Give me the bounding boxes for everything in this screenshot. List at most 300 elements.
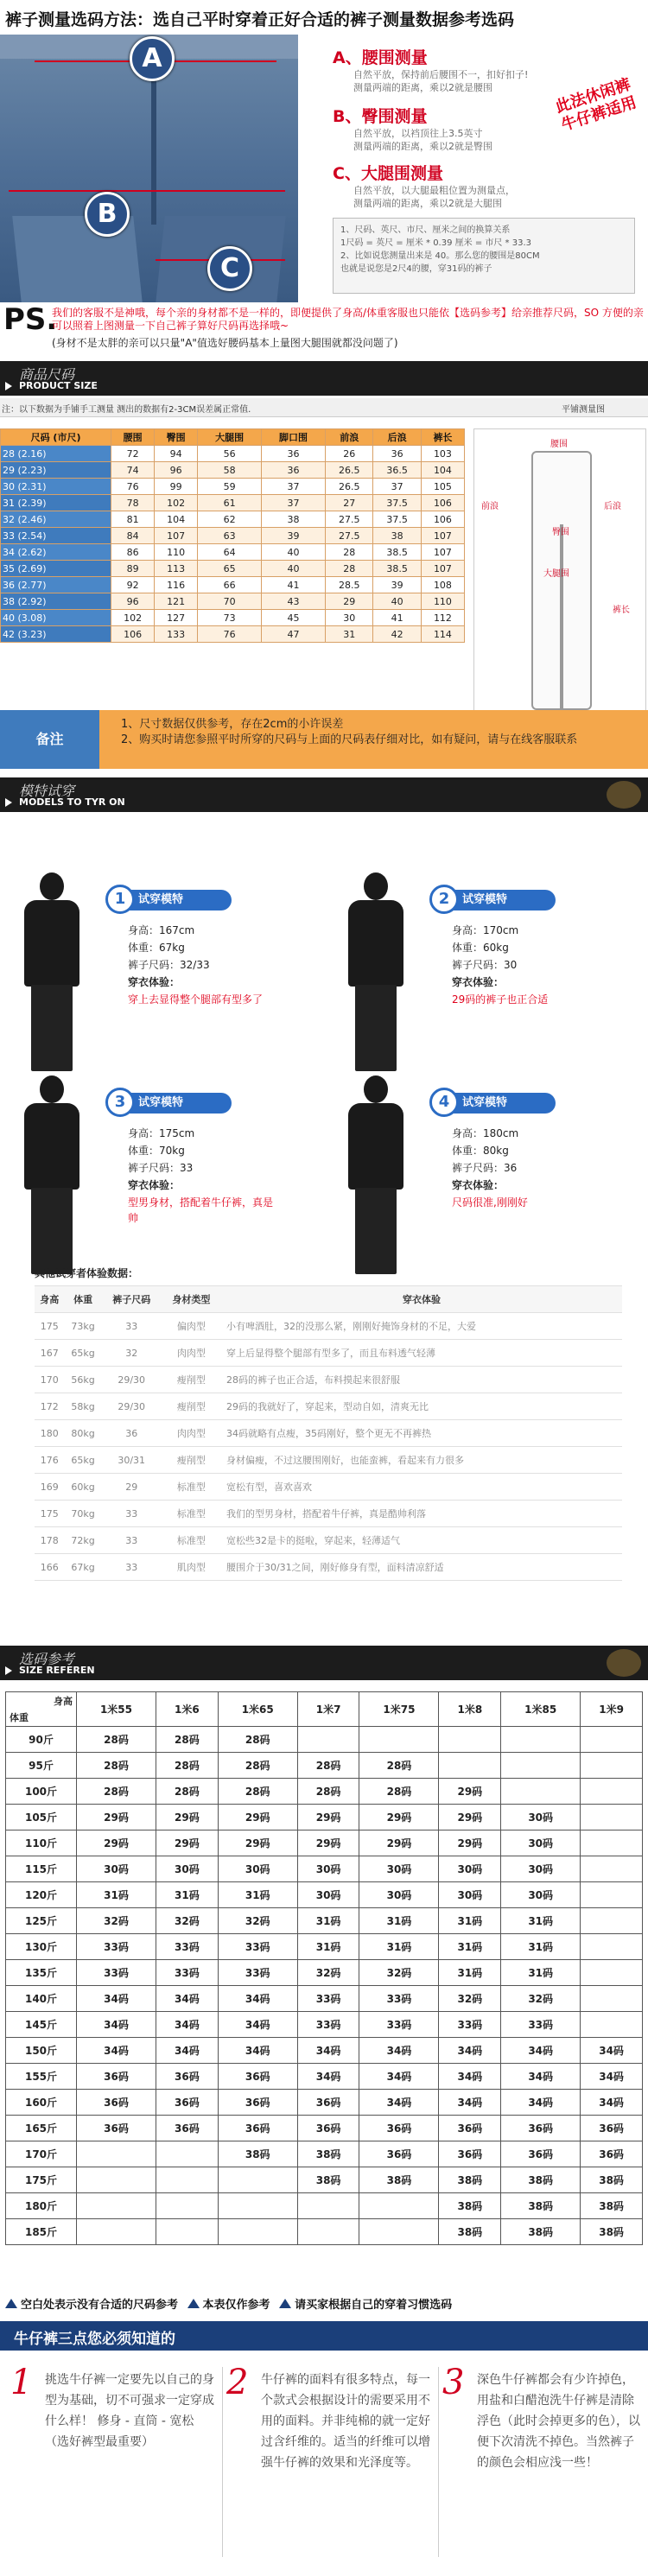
size-suggest-cell: 36码 (77, 2064, 156, 2090)
feedback-cell: 30/31 (102, 1447, 162, 1474)
tip-3: 请买家根据自己的穿着习惯选码 (295, 2299, 453, 2312)
size-table-row (1, 561, 465, 577)
weight-label-cell: 140斤 (6, 1986, 77, 2012)
model-experience: 型男身材，搭配着牛仔裤，真是帅 (128, 1196, 274, 1224)
size-suggest-cell: 38码 (501, 2167, 581, 2193)
feedback-cell: 70kg (65, 1501, 102, 1527)
weight-row (6, 2193, 643, 2219)
size-suggest-cell (218, 2167, 297, 2193)
size-suggest-cell: 28码 (359, 1779, 439, 1805)
size-value-cell: 59 (198, 479, 262, 495)
triangle-icon (5, 2299, 17, 2308)
weight-row (6, 2167, 643, 2193)
size-value-cell: 112 (421, 610, 464, 626)
size-suggest-cell: 30码 (359, 1882, 439, 1908)
size-suggest-cell: 34码 (156, 2038, 218, 2064)
feedback-cell: 小有啤酒肚，32的没那么紧，刚刚好掩饰身材的不足，大爱 (221, 1313, 622, 1340)
point-2 (226, 2363, 434, 2570)
size-suggest-cell (439, 1727, 501, 1753)
size-value-cell: 45 (262, 610, 326, 626)
model-number: 1 (105, 885, 135, 914)
model-badge-title: 试穿模特 (462, 1096, 508, 1109)
size-suggest-cell: 34码 (218, 2012, 297, 2038)
conversion-line-2: 1尺码 = 英尺 = 厘米 * 0.39 厘米 = 市尺 * 33.3 (340, 238, 531, 248)
feedback-cell: 标准型 (162, 1501, 221, 1527)
size-table-head: 前浪 (325, 429, 372, 446)
size-value-cell: 43 (262, 593, 326, 610)
weight-label-cell: 120斤 (6, 1882, 77, 1908)
size-value-cell: 78 (111, 495, 155, 511)
pants-inseam-line (560, 524, 563, 710)
size-suggest-cell: 38码 (297, 2141, 359, 2167)
model-badge (435, 890, 556, 910)
feedback-cell: 33 (102, 1554, 162, 1581)
feedback-row (35, 1393, 622, 1420)
size-value-cell: 94 (155, 446, 198, 462)
size-suggest-cell: 34码 (501, 2090, 581, 2116)
size-value-cell: 96 (155, 462, 198, 479)
feedback-cell: 瘦削型 (162, 1367, 221, 1393)
size-value-cell: 37.5 (373, 495, 421, 511)
size-suggest-cell: 36码 (501, 2116, 581, 2141)
section-product-size (0, 361, 648, 396)
size-suggest-cell: 32码 (297, 1960, 359, 1986)
section-size-ref (0, 1646, 648, 1680)
size-suggest-cell: 36码 (581, 2116, 643, 2141)
size-suggest-cell: 29码 (359, 1805, 439, 1830)
feedback-cell: 36 (102, 1420, 162, 1447)
feedback-row (35, 1527, 622, 1554)
height-column-head: 1米7 (297, 1692, 359, 1727)
size-suggest-cell: 34码 (359, 2038, 439, 2064)
size-value-cell: 27.5 (325, 528, 372, 544)
weight-label-cell: 95斤 (6, 1753, 77, 1779)
weight-label-cell: 115斤 (6, 1856, 77, 1882)
size-value-cell: 76 (111, 479, 155, 495)
feedback-table (35, 1285, 622, 1581)
size-value-cell: 72 (111, 446, 155, 462)
size-suggest-cell: 36码 (439, 2141, 501, 2167)
size-value-cell: 27.5 (325, 511, 372, 528)
weight-row (6, 1805, 643, 1830)
size-value-cell: 64 (198, 544, 262, 561)
page-title: 裤子测量选码方法：选自己平时穿着正好合适的裤子测量数据参考选码 (0, 0, 648, 38)
size-table-row (1, 462, 465, 479)
model-head (40, 1075, 64, 1103)
size-label-cell: 35 (2.69) (1, 561, 111, 577)
size-value-cell: 27 (325, 495, 372, 511)
model-weight: 体重：80kg (452, 1145, 509, 1157)
size-suggest-cell: 30码 (297, 1882, 359, 1908)
size-value-cell: 70 (198, 593, 262, 610)
weight-row (6, 1934, 643, 1960)
model-experience: 穿上去显得整个腿部有型多了 (128, 993, 264, 1006)
size-suggest-cell: 29码 (297, 1830, 359, 1856)
model-silhouette-icon (9, 872, 95, 1071)
size-suggest-cell (156, 2141, 218, 2167)
size-value-cell: 63 (198, 528, 262, 544)
size-suggest-cell: 32码 (439, 1986, 501, 2012)
size-value-cell: 56 (198, 446, 262, 462)
weight-label-cell: 90斤 (6, 1727, 77, 1753)
model-silhouette-icon (9, 1075, 95, 1274)
conversion-line-3: 2、比如说您测量出来是 40。那么您的腰围是80CM (340, 251, 540, 261)
size-value-cell: 96 (111, 593, 155, 610)
size-suggest-cell: 30码 (501, 1882, 581, 1908)
size-suggest-cell: 30码 (439, 1882, 501, 1908)
size-suggest-cell: 36码 (297, 2116, 359, 2141)
size-suggest-cell: 34码 (77, 1986, 156, 2012)
size-suggest-cell: 32码 (501, 1986, 581, 2012)
size-table-row (1, 593, 465, 610)
size-value-cell: 28 (325, 544, 372, 561)
size-suggest-cell: 38码 (297, 2167, 359, 2193)
size-value-cell: 38 (373, 528, 421, 544)
weight-label-cell: 100斤 (6, 1779, 77, 1805)
size-value-cell: 31 (325, 626, 372, 643)
size-suggest-cell: 29码 (439, 1830, 501, 1856)
measure-hip-title: B、臀围测量 (333, 107, 428, 126)
size-suggest-cell: 33码 (77, 1934, 156, 1960)
weight-label-cell: 160斤 (6, 2090, 77, 2116)
model-badge-title: 试穿模特 (138, 1096, 184, 1109)
model-experience: 29码的裤子也正合适 (452, 993, 549, 1006)
height-column-head: 1米75 (359, 1692, 439, 1727)
size-value-cell: 110 (421, 593, 464, 610)
feedback-cell: 65kg (65, 1340, 102, 1367)
size-value-cell: 38.5 (373, 544, 421, 561)
size-suggest-cell: 30码 (77, 1856, 156, 1882)
size-suggest-cell: 31码 (501, 1960, 581, 1986)
model-head (40, 872, 64, 900)
size-value-cell: 105 (421, 479, 464, 495)
model-height: 身高：170cm (452, 924, 519, 936)
size-suggest-cell: 29码 (218, 1830, 297, 1856)
size-suggest-cell: 38码 (581, 2219, 643, 2245)
hip-line (9, 190, 285, 192)
size-value-cell: 40 (373, 593, 421, 610)
model-silhouette-icon (333, 1075, 419, 1274)
point-3 (442, 2363, 646, 2570)
size-suggest-cell (581, 1986, 643, 2012)
weight-label-cell: 105斤 (6, 1805, 77, 1830)
weight-row (6, 1986, 643, 2012)
model-legs (355, 985, 397, 1071)
size-suggest-cell: 34码 (501, 2064, 581, 2090)
horse-logo-icon (607, 781, 641, 809)
size-value-cell: 133 (155, 626, 198, 643)
feedback-header (35, 1286, 622, 1313)
model-head (364, 872, 388, 900)
weight-row (6, 2064, 643, 2090)
feedback-cell: 33 (102, 1313, 162, 1340)
flat-measure-figure (473, 428, 646, 735)
feedback-cell: 72kg (65, 1527, 102, 1554)
model-size: 裤子尺码：30 (452, 959, 518, 971)
model-number: 2 (429, 885, 459, 914)
size-suggest-cell: 31码 (77, 1882, 156, 1908)
size-suggest-cell: 36码 (218, 2064, 297, 2090)
size-suggest-cell: 28码 (156, 1753, 218, 1779)
fig-label-front: 前浪 (481, 502, 499, 511)
size-suggest-cell: 36码 (156, 2116, 218, 2141)
horse-logo-icon (607, 1649, 641, 1677)
size-suggest-cell: 34码 (297, 2064, 359, 2090)
size-table-header (1, 429, 465, 446)
remark-text (121, 717, 639, 748)
size-table-head: 后浪 (373, 429, 421, 446)
size-suggest-cell (156, 2219, 218, 2245)
model-card (0, 864, 320, 1080)
weight-label-cell: 145斤 (6, 2012, 77, 2038)
height-column-head: 1米8 (439, 1692, 501, 1727)
weight-row (6, 1960, 643, 1986)
size-value-cell: 37 (262, 479, 326, 495)
size-value-cell: 107 (155, 528, 198, 544)
tip-1: 空白处表示没有合适的尺码参考 (21, 2299, 179, 2312)
size-value-cell: 65 (198, 561, 262, 577)
size-suggest-cell: 36码 (156, 2090, 218, 2116)
size-suggest-cell: 31码 (501, 1934, 581, 1960)
point-2-text: 牛仔裤的面料有很多特点，每一个款式会根据设计的需要采用不用的面料。并非纯棉的就一定好过含纤维的。适当的纤维可以增强牛仔裤的效果和光泽度等。 (261, 2373, 430, 2470)
model-legs (31, 985, 73, 1071)
size-suggest-cell: 34码 (297, 2038, 359, 2064)
marker-a: A (130, 36, 175, 81)
size-table-head: 裤长 (421, 429, 464, 446)
size-suggest-cell: 30码 (501, 1830, 581, 1856)
play-triangle-icon (5, 1666, 12, 1675)
size-suggest-cell: 34码 (439, 2038, 501, 2064)
feedback-row (35, 1420, 622, 1447)
remark-box (0, 710, 648, 769)
height-column-head: 1米6 (156, 1692, 218, 1727)
size-value-cell: 92 (111, 577, 155, 593)
size-value-cell: 107 (421, 544, 464, 561)
model-size: 裤子尺码：36 (452, 1162, 518, 1174)
weight-row (6, 1882, 643, 1908)
section-product-size-cn: 商品尺码 (19, 366, 75, 383)
size-table-row (1, 446, 465, 462)
size-value-cell: 26 (325, 446, 372, 462)
size-table-row (1, 544, 465, 561)
size-suggest-cell (581, 1934, 643, 1960)
size-suggest-cell: 31码 (359, 1934, 439, 1960)
size-value-cell: 106 (111, 626, 155, 643)
feedback-row (35, 1367, 622, 1393)
size-suggest-cell (581, 1727, 643, 1753)
size-value-cell: 102 (155, 495, 198, 511)
size-value-cell: 39 (262, 528, 326, 544)
section-size-ref-cn: 选码参考 (19, 1651, 75, 1667)
feedback-cell: 175 (35, 1501, 65, 1527)
model-body (24, 900, 79, 987)
size-suggest-cell (359, 2193, 439, 2219)
size-value-cell: 47 (262, 626, 326, 643)
size-suggest-cell: 38码 (439, 2193, 501, 2219)
size-table-row (1, 528, 465, 544)
height-column-head: 1米65 (218, 1692, 297, 1727)
size-suggest-cell (297, 1727, 359, 1753)
feedback-cell: 29/30 (102, 1393, 162, 1420)
feedback-cell: 167 (35, 1340, 65, 1367)
size-value-cell: 40 (262, 561, 326, 577)
jeans-tips-banner: 牛仔裤三点您必须知道的 (0, 2321, 648, 2351)
remark-line-1: 1、尺寸数据仅供参考，存在2cm的小许误差 (121, 718, 344, 731)
size-value-cell: 89 (111, 561, 155, 577)
size-suggest-cell: 33码 (501, 2012, 581, 2038)
feedback-cell: 34码就略有点瘦，35码刚好，整个更无不再裤热 (221, 1420, 622, 1447)
measure-thigh-desc-2: 测量两端的距离，乘以2就是大腿围 (353, 198, 502, 209)
triangle-icon (187, 2299, 200, 2308)
size-value-cell: 106 (421, 495, 464, 511)
size-suggest-cell: 32码 (218, 1908, 297, 1934)
size-suggest-cell: 34码 (581, 2064, 643, 2090)
size-suggest-cell (359, 2219, 439, 2245)
size-suggest-cell: 31码 (439, 1908, 501, 1934)
size-value-cell: 26.5 (325, 462, 372, 479)
weight-label-cell: 150斤 (6, 2038, 77, 2064)
size-suggest-cell: 33码 (359, 1986, 439, 2012)
point-3-text: 深色牛仔裤都会有少许掉色，用盐和白醋泡洗牛仔裤是清除浮色（此时会掉更多的色），以便下次清洗不掉色。当然裤子的颜色会相应浅一些！ (477, 2373, 640, 2470)
model-badge (111, 1093, 232, 1114)
size-suggest-cell: 30码 (218, 1856, 297, 1882)
size-value-cell: 108 (421, 577, 464, 593)
size-suggest-cell: 38码 (359, 2167, 439, 2193)
ps-mark: PS. (3, 302, 58, 337)
size-suggest-cell: 33码 (156, 1960, 218, 1986)
size-suggest-cell: 33码 (156, 1934, 218, 1960)
size-suggest-cell: 36码 (297, 2090, 359, 2116)
size-table-head: 脚口围 (262, 429, 326, 446)
weight-row (6, 2141, 643, 2167)
feedback-row (35, 1313, 622, 1340)
size-note (0, 398, 648, 417)
feedback-cell: 29/30 (102, 1367, 162, 1393)
weight-label-cell: 110斤 (6, 1830, 77, 1856)
size-value-cell: 107 (421, 561, 464, 577)
size-value-cell: 28 (325, 561, 372, 577)
size-value-cell: 121 (155, 593, 198, 610)
size-value-cell: 38 (262, 511, 326, 528)
model-head (364, 1075, 388, 1103)
model-badge-title: 试穿模特 (462, 893, 508, 906)
model-height: 身高：180cm (452, 1127, 519, 1139)
size-suggest-cell: 36码 (156, 2064, 218, 2090)
point-3-number: 3 (442, 2363, 465, 2402)
size-value-cell: 66 (198, 577, 262, 593)
size-value-cell: 106 (421, 511, 464, 528)
size-suggest-cell: 28码 (297, 1753, 359, 1779)
section-models (0, 777, 648, 812)
size-suggest-cell: 36码 (359, 2116, 439, 2141)
fig-label-back: 后浪 (604, 502, 621, 511)
section-product-size-en: PRODUCT SIZE (19, 380, 98, 391)
size-suggest-cell: 33码 (77, 1960, 156, 1986)
size-value-cell: 61 (198, 495, 262, 511)
size-label-cell: 40 (3.08) (1, 610, 111, 626)
size-value-cell: 36 (373, 446, 421, 462)
weight-row (6, 1753, 643, 1779)
size-value-cell: 36.5 (373, 462, 421, 479)
size-value-cell: 39 (373, 577, 421, 593)
size-value-cell: 41 (373, 610, 421, 626)
weight-label-cell: 135斤 (6, 1960, 77, 1986)
weight-label-cell: 130斤 (6, 1934, 77, 1960)
size-suggest-cell: 33码 (297, 2012, 359, 2038)
tips-bar (0, 2295, 648, 2316)
feedback-title: 其他试穿者体验数据： (35, 1267, 139, 1279)
size-suggest-cell: 36码 (77, 2090, 156, 2116)
size-suggest-cell: 29码 (218, 1805, 297, 1830)
point-1-text: 挑选牛仔裤一定要先以自己的身型为基础，切不可强求一定穿成什么样！ 修身 - 直筒 - 宽松 （选好裤型最重要） (45, 2373, 214, 2449)
weight-label-cell: 185斤 (6, 2219, 77, 2245)
feedback-head: 体重 (65, 1286, 102, 1313)
ps-line-1: 我们的客服不是神哦，每个亲的身材都不是一样的，即便提供了身高/体重客服也只能依【选码参考】给亲推荐尺码，SO 方便的亲可以照着上图测量一下自己裤子算好尺码再选择哦~ (52, 307, 644, 332)
model-number: 4 (429, 1088, 459, 1117)
model-body (24, 1103, 79, 1190)
feedback-cell: 肉肉型 (162, 1420, 221, 1447)
model-badge-title: 试穿模特 (138, 893, 184, 906)
size-table-body (1, 446, 465, 643)
size-value-cell: 58 (198, 462, 262, 479)
model-height: 身高：167cm (128, 924, 195, 936)
size-suggest-cell: 29码 (156, 1830, 218, 1856)
size-suggest-cell: 34码 (218, 2038, 297, 2064)
size-suggest-cell: 34码 (77, 2038, 156, 2064)
feedback-cell: 67kg (65, 1554, 102, 1581)
size-ref-body (6, 1727, 643, 2245)
measure-waist-desc-2: 测量两端的距离，乘以2就是腰围 (353, 82, 492, 93)
size-value-cell: 74 (111, 462, 155, 479)
measure-hip-desc-1: 自然平放，以裆顶往上3.5英寸 (353, 128, 483, 139)
size-suggest-cell: 32码 (359, 1960, 439, 1986)
size-suggest-cell: 38码 (501, 2219, 581, 2245)
size-suggest-cell: 34码 (581, 2090, 643, 2116)
size-suggest-cell: 30码 (501, 1856, 581, 1882)
size-suggest-cell: 29码 (156, 1805, 218, 1830)
tip-2: 本表仅作参考 (202, 2299, 270, 2312)
size-value-cell: 114 (421, 626, 464, 643)
size-suggest-cell (581, 2012, 643, 2038)
model-weight: 体重：60kg (452, 942, 509, 954)
size-suggest-cell (297, 2193, 359, 2219)
size-ref-corner-height: 身高 (54, 1696, 73, 1707)
size-suggest-cell: 34码 (359, 2064, 439, 2090)
size-suggest-cell: 30码 (156, 1856, 218, 1882)
measure-hip-desc-2: 测量两端的距离，乘以2就是臀围 (353, 141, 492, 152)
feedback-cell: 我们的型男身材，搭配着牛仔裤，真是酷帅利落 (221, 1501, 622, 1527)
section-size-ref-en: SIZE REFEREN (19, 1665, 95, 1676)
feedback-cell: 宽松些32是卡的挺啦，穿起来，轻薄适气 (221, 1527, 622, 1554)
model-size: 裤子尺码：32/33 (128, 959, 210, 971)
size-suggest-cell: 31码 (156, 1882, 218, 1908)
size-note-text: 注：以下数据为手铺手工测量 测出的数据有2-3CM误差属正常值. (2, 405, 251, 415)
remark-label: 备注 (0, 710, 99, 769)
size-suggest-cell (501, 1779, 581, 1805)
size-suggest-cell: 34码 (501, 2038, 581, 2064)
model-legs (355, 1188, 397, 1274)
size-suggest-cell: 38码 (581, 2193, 643, 2219)
measure-waist (333, 45, 626, 94)
ps-notice (0, 302, 648, 358)
feedback-cell: 178 (35, 1527, 65, 1554)
feedback-cell: 180 (35, 1420, 65, 1447)
model-badge (435, 1093, 556, 1114)
play-triangle-icon (5, 798, 12, 807)
size-value-cell: 107 (421, 528, 464, 544)
size-suggest-cell: 36码 (218, 2116, 297, 2141)
ps-line-2: (身材不是太胖的亲可以只量"A"值选好腰码基本上量图大腿围就都没问题了) (52, 337, 398, 349)
